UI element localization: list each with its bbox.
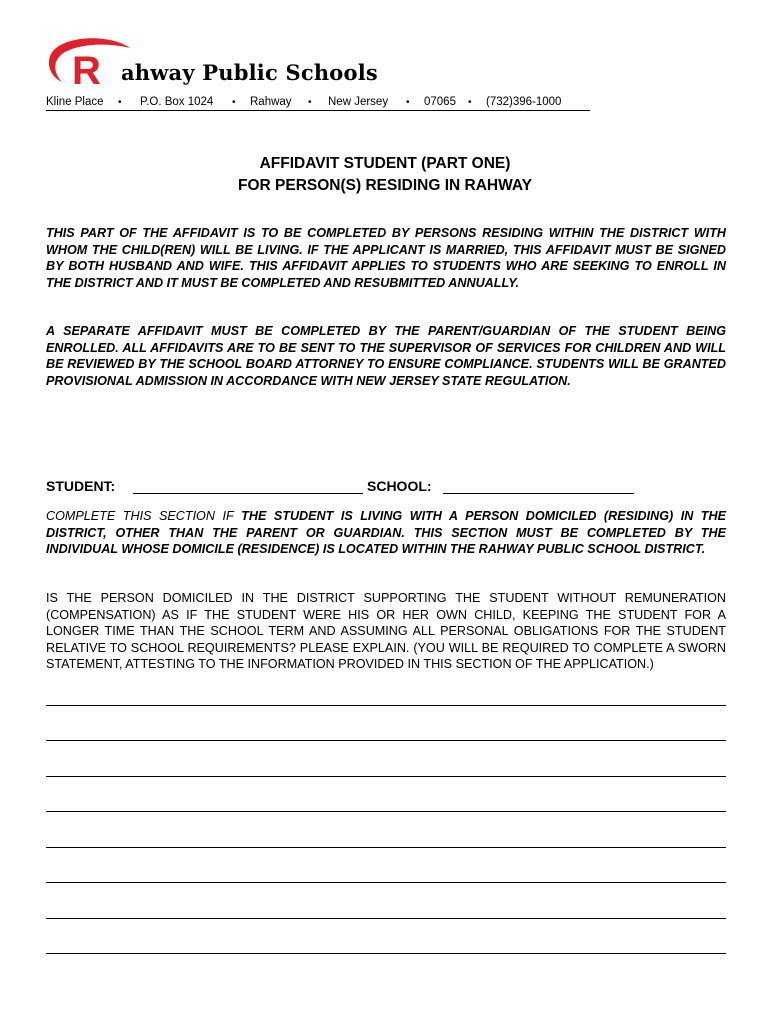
residence-question: IS THE PERSON DOMICILED IN THE DISTRICT SUPPORTING THE STUDENT WITHOUT REMUNERATION (COMPENSATION) AS IF THE STUDENT WERE HIS OR HER OWN CHILD, KEEPING THE STUDENT FOR A LONGER TIME THAN THE SCHOOL TERM AND ASSUMING ALL PERSONAL OBLIGATIONS FOR THE STUDENT RELATIVE TO SCHOOL REQUIREMENTS? PLEASE EXPLAIN. (YOU WILL BE REQUIRED TO COMPLETE A SWORN STATEMENT, ATTESTING TO THE INFORMATION PROVIDED IN THIS SECTION OF THE APPLICATION.) [46, 591, 726, 671]
address-phone: (732)396-1000 [486, 96, 562, 108]
answer-line[interactable] [46, 776, 726, 777]
school-logo [44, 36, 378, 92]
answer-line[interactable] [46, 705, 726, 706]
instructions-paragraph-1: THIS PART OF THE AFFIDAVIT IS TO BE COMPLETED BY PERSONS RESIDING WITHIN THE DISTRICT WITH WHOM THE CHILD(REN) WILL BE LIVING. IF THE APPLICANT IS MARRIED, THIS AFFIDAVIT MUST BE SIGNED BY BOTH HUSBAND AND WIFE. THIS AFFIDAVIT APPLIES TO STUDENTS WHO ARE SEEKING TO ENROLL IN THE DISTRICT AND IT MUST BE COMPLETED AND RESUBMITTED ANNUALLY. [46, 226, 726, 290]
answer-line[interactable] [46, 811, 726, 812]
answer-line[interactable] [46, 882, 726, 883]
school-name: ahway Public Schools [121, 60, 378, 85]
address-street: Kline Place [46, 96, 104, 108]
page-subtitle: FOR PERSON(S) RESIDING IN RAHWAY [238, 177, 532, 194]
address-separator: • [468, 97, 472, 108]
section-instructions [46, 508, 726, 558]
address-zip: 07065 [424, 96, 456, 108]
school-label: SCHOOL: [367, 478, 432, 494]
student-input-line[interactable] [133, 493, 363, 494]
school-input-line[interactable] [443, 493, 634, 494]
student-label: STUDENT: [46, 478, 116, 494]
answer-line[interactable] [46, 953, 726, 954]
answer-line[interactable] [46, 740, 726, 741]
address-separator: • [406, 97, 410, 108]
address-separator: • [232, 97, 236, 108]
address-city: Rahway [250, 96, 292, 108]
answer-line[interactable] [46, 847, 726, 848]
section-intro-italic: COMPLETE THIS SECTION IF [46, 509, 234, 523]
address-state: New Jersey [328, 96, 389, 108]
instructions-paragraph-2: A SEPARATE AFFIDAVIT MUST BE COMPLETED BY THE PARENT/GUARDIAN OF THE STUDENT BEING ENROLLED. ALL AFFIDAVITS ARE TO BE SENT TO THE SUPERVISOR OF SERVICES FOR CHILDREN AND WILL BE REVIEWED BY THE SCHOOL BOARD ATTORNEY TO ENSURE COMPLIANCE. STUDENTS WILL BE GRANTED PROVISIONAL ADMISSION IN ACCORDANCE WITH NEW JERSEY STATE REGULATION. [46, 324, 726, 388]
answer-line[interactable] [46, 918, 726, 919]
section-intro-bold: THE STUDENT IS LIVING WITH A PERSON DOMICILED (RESIDING) IN THE DISTRICT, OTHER THAN THE PARENT OR GUARDIAN. THIS SECTION MUST BE COMPLETED BY THE INDIVIDUAL WHOSE DOMICILE (RESIDENCE) IS LOCATED WITHIN THE RAHWAY PUBLIC SCHOOL DISTRICT. [46, 509, 726, 556]
address-line [46, 96, 590, 111]
address-separator: • [118, 97, 122, 108]
address-po-box: P.O. Box 1024 [140, 96, 214, 108]
logo-letter: R [72, 49, 101, 92]
page-title: AFFIDAVIT STUDENT (PART ONE) [259, 155, 511, 172]
address-separator: • [308, 97, 312, 108]
